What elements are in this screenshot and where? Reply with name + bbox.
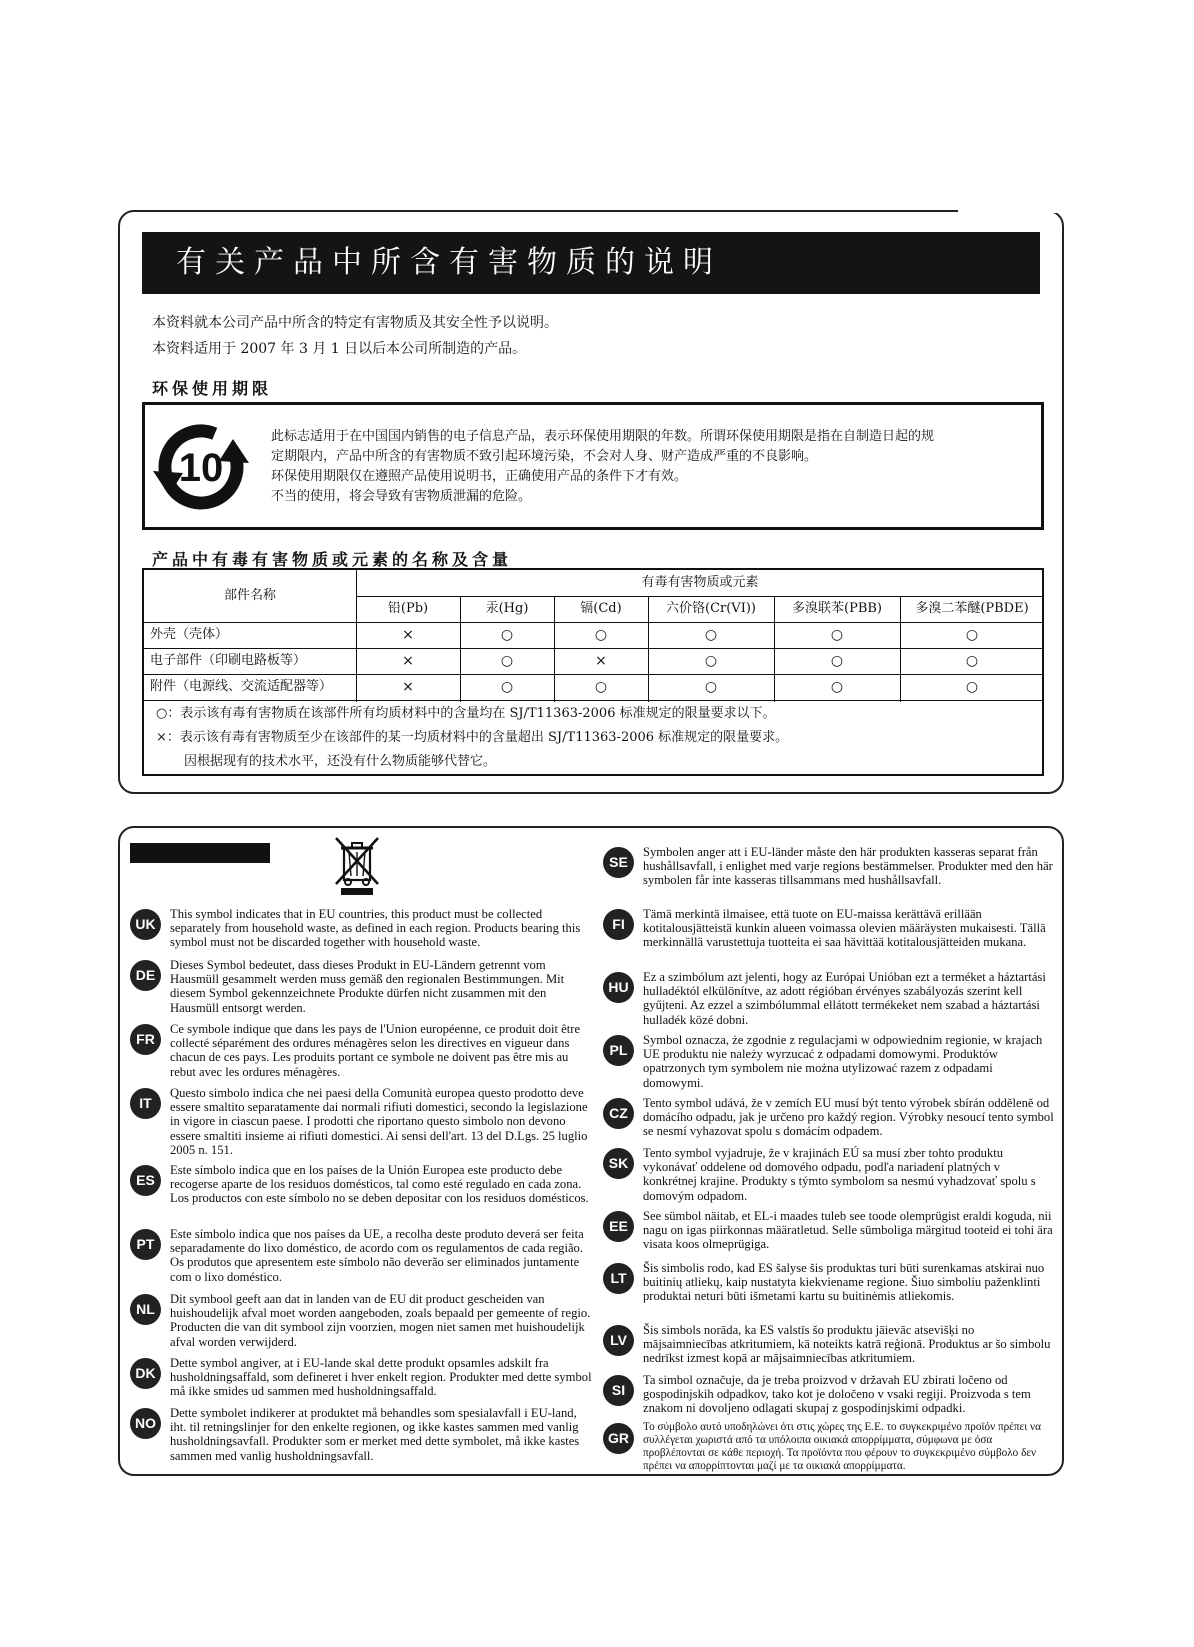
mark-casing-cd: ○: [594, 627, 608, 643]
mark-accessories-hg: ○: [500, 679, 514, 695]
row-name-accessories: 附件（电源线、交流适配器等）: [150, 679, 333, 694]
column-header-pbb: 多溴联苯(PBB): [792, 601, 882, 616]
lang-badge-es: ES: [130, 1165, 161, 1196]
mark-casing-hg: ○: [500, 627, 514, 643]
environment-friendly-use-period-logo: [149, 417, 259, 517]
lang-badge-de: DE: [130, 960, 161, 991]
lang-text-it: Questo simbolo indica che nei paesi della Comunità europea questo prodotto deve essere smaltito separatamente dai normali rifiuti domestici, secondo la legislazione in vigore in ciascun paese. I prodotti che riportano questo simbolo non devono essere smaltiti insieme ai rifiuti domestici. Ai sensi dell'art. 13 del D.Lgs. 25 luglio 2005 n. 151.: [170, 1086, 588, 1157]
lang-text-fi: Tämä merkintä ilmaisee, että tuote on EU-maissa kerättävä erillään kotitalousjätteistä kunkin alueen voimassa olevien määräysten mukaisesti. Tällä merkinnällä varustettuja tuotteita ei saa hävittää kotitalousjätteiden mukana.: [643, 907, 1046, 950]
lang-text-si: Ta simbol označuje, da je treba proizvod v državah EU zbirati ločeno od gospodinjskih odpadkov, tako kot je določeno v vsaki regiji. Proizvoda s tem znakom ni dovoljeno odlagati skupaj z gospodinjskimi odpadki.: [643, 1373, 1031, 1416]
substance-header: 有毒有害物质或元素: [641, 575, 759, 590]
lang-text-ee: See sümbol näitab, et EL-i maades tuleb see toode olemprügist eraldi koguda, nii nagu on igas piirkonnas määratletud. Selle sümboliga märgitud tooteid ei tohi ära visata koos olmeprügiga.: [643, 1209, 1053, 1252]
mark-electronics-pbde: ○: [965, 653, 979, 669]
page-title: 有关产品中所含有害物质的说明: [176, 245, 722, 280]
lang-text-lv: Šis simbols norāda, ka ES valstīs šo produktu jāievāc atsevišķi no mājsaimniecības atkritumiem, kā noteikts katrā reģionā. Produktus ar šo simbolu nedrīkst izmest kopā ar mājsaimniecības atkritumiem.: [643, 1323, 1051, 1366]
crossed-out-wheeled-bin-icon: [333, 836, 381, 896]
lang-text-de: Dieses Symbol bedeutet, dass dieses Produkt in EU-Ländern getrennt vom Hausmüll gesammelt werden muss gemäß den regionalen Bestimmungen. Mit diesem Symbol gekennzeichnete Produkte dürfen nicht zusammen mit den Hausmüll entsorgt werden.: [170, 958, 565, 1015]
part-name-header: 部件名称: [223, 588, 276, 603]
lang-text-pl: Symbol oznacza, że zgodnie z regulacjami w odpowiednim regionie, w krajach UE produktu nie należy wyrzucać z odpadami domowymi. Produktów opatrzonych tym symbolem nie można utylizować razem z odpadami domowymi.: [643, 1033, 1043, 1090]
lang-text-cz: Tento symbol udává, že v zemích EU musí být tento výrobek sbírán odděleně od domácího odpadu, jak je určeno pro každý region. Výrobky nesoucí tento symbol se nesmí vyhazovat spolu s domácím odpadem.: [643, 1096, 1054, 1139]
lang-badge-nl: NL: [130, 1294, 161, 1325]
efup-heading: 环保使用期限: [152, 379, 273, 398]
lang-badge-cz: CZ: [603, 1098, 634, 1129]
lang-badge-dk: DK: [130, 1358, 161, 1389]
column-header-pb: 铅(Pb): [387, 601, 429, 616]
mark-casing-pbb: ○: [830, 627, 844, 643]
lang-text-no: Dette symbolet indikerer at produktet må behandles som spesialavfall i EU-land, iht. til retningslinjer for den enkelte regionen, og ikke kastes sammen med vanlig husholdningsavfall. Produkter som er merket med dette symbolet, må ikke kastes sammen med vanlig husholdningsavfall.: [170, 1406, 580, 1463]
lang-badge-fr: FR: [130, 1024, 161, 1055]
mark-accessories-cr6: ○: [704, 679, 718, 695]
mark-casing-pbde: ○: [965, 627, 979, 643]
lang-text-se: Symbolen anger att i EU-länder måste den här produkten kasseras separat från hushållsavfall, i enlighet med varje regions bestämmelser. Produkter med den här symbolen får inte kasseras tillsammans med hushållsavfall.: [643, 845, 1053, 888]
lang-text-es: Este símbolo indica que en los países de la Unión Europea este producto debe recogerse aparte de los residuos domésticos, tal como esté regulado en cada zona. Los productos con este símbolo no se deben depositar con los residuos domésticos.: [170, 1163, 589, 1206]
table-note-reason: 因根据现有的技术水平，还没有什么物质能够代替它。: [184, 754, 497, 769]
table-heading: 产品中有毒有害物质或元素的名称及含量: [152, 550, 513, 569]
panel-border-gap: [958, 205, 1068, 213]
lang-badge-se: SE: [603, 847, 634, 878]
lang-text-dk: Dette symbol angiver, at i EU-lande skal dette produkt opsamles adskilt fra husholdningsaffald, som defineret i hver enkelt region. Produkter med dette symbol må ikke smides ud sammen med husholdningsaffald.: [170, 1356, 592, 1399]
lang-badge-pl: PL: [603, 1035, 634, 1066]
lang-badge-pt: PT: [130, 1229, 161, 1260]
lang-text-hu: Ez a szimbólum azt jelenti, hogy az Európai Unióban ezt a terméket a háztartási hulladéktól elkülönítve, az adott régióban érvényes szabályozás szerint kell gyűjteni. Az ezzel a szimbólummal ellátott termékeket nem szabad a háztartási hulladék közé dobni.: [643, 970, 1046, 1027]
title-banner: [142, 232, 1040, 294]
mark-accessories-pb: ×: [402, 679, 414, 695]
lang-text-lt: Šis simbolis rodo, kad ES šalyse šis produktas turi būti surenkamas atskirai nuo buitinių atliekų, kaip nustatyta kiekviename regione. Šiuo simboliu paženklinti produktai neturi būti išmetami kartu su buitinėmis atliekomis.: [643, 1261, 1045, 1304]
lang-text-pt: Este símbolo indica que nos países da UE, a recolha deste produto deverá ser feita separadamente do lixo doméstico, de acordo com os regulamentos de cada região. Os produtos que apresentem este símbolo não deverão ser eliminados juntamente com o lixo doméstico.: [170, 1227, 584, 1284]
hazardous-substances-table: [142, 568, 1044, 776]
mark-casing-cr6: ○: [704, 627, 718, 643]
lang-badge-fi: FI: [603, 909, 634, 940]
efup-line-4: 不当的使用，将会导致有害物质泄漏的危险。: [271, 489, 532, 504]
lang-badge-ee: EE: [603, 1211, 634, 1242]
lang-badge-gr: GR: [603, 1423, 634, 1454]
table-note-cross: ×：表示该有毒有害物质至少在该部件的某一均质材料中的含量超出 SJ/T11363-2006 标准规定的限量要求。: [156, 730, 789, 745]
intro-line-1: 本资料就本公司产品中所含的特定有害物质及其安全性予以说明。: [152, 315, 558, 331]
lang-badge-lt: LT: [603, 1263, 634, 1294]
mark-electronics-pbb: ○: [830, 653, 844, 669]
efup-line-3: 环保使用期限仅在遵照产品使用说明书，正确使用产品的条件下才有效。: [271, 469, 688, 484]
mark-electronics-cd: ×: [595, 653, 607, 669]
lang-text-nl: Dit symbool geeft aan dat in landen van de EU dit product gescheiden van huishoudelijk afval moet worden aangeboden, zoals bepaald per gemeente of regio. Producten die van dit symbool zijn voorzien, mogen niet samen met huishoudelijk afval worden verwijderd.: [170, 1292, 591, 1349]
mark-accessories-pbb: ○: [830, 679, 844, 695]
intro-line-2: 本资料适用于 2007 年 3 月 1 日以后本公司所制造的产品。: [152, 341, 527, 357]
table-note-circle: ○：表示该有毒有害物质在该部件所有均质材料中的含量均在 SJ/T11363-2006 标准规定的限量要求以下。: [156, 706, 776, 721]
mark-electronics-hg: ○: [500, 653, 514, 669]
mark-electronics-cr6: ○: [704, 653, 718, 669]
mark-accessories-cd: ○: [594, 679, 608, 695]
column-header-pbde: 多溴二苯醚(PBDE): [915, 601, 1029, 616]
efup-logo-number: 10: [178, 446, 224, 490]
efup-box: [142, 402, 1044, 530]
efup-line-1: 此标志适用于在中国国内销售的电子信息产品，表示环保使用期限的年数。所谓环保使用期限是指在自制造日起的规: [271, 429, 935, 444]
row-name-electronics: 电子部件（印刷电路板等）: [150, 653, 307, 668]
lang-badge-no: NO: [130, 1408, 161, 1439]
mark-accessories-pbde: ○: [965, 679, 979, 695]
lang-badge-sk: SK: [603, 1148, 634, 1179]
lang-text-sk: Tento symbol vyjadruje, že v krajinách EÚ sa musí zber tohto produktu vykonávať oddelene od domového odpadu, podľa nariadení platných v konkrétnej krajine. Produkty s týmto symbolom sa nesmú vyhadzovať spolu s domovým odpadom.: [643, 1146, 1036, 1203]
lang-badge-it: IT: [130, 1088, 161, 1119]
lang-text-uk: This symbol indicates that in EU countries, this product must be collected separately from household waste, as defined in each region. Products bearing this symbol must not be discarded together with household waste.: [170, 907, 581, 950]
lang-text-gr: Το σύμβολο αυτό υποδηλώνει ότι στις χώρες της Ε.Ε. το συγκεκριμένο προϊόν πρέπει να συλλέγεται χωριστά από τα υπόλοιπα οικιακά απορρίμματα, σύμφωνα με όσα προβλέπονται σε κάθε περιοχή. Τα προϊόντα που φέρουν το συγκεκριμένο σύμβολο δεν πρέπει να απορρίπτονται μαζί με τα οικιακά απορρίμματα.: [643, 1421, 1041, 1472]
header-bar: [130, 843, 270, 863]
lang-badge-uk: UK: [130, 909, 161, 940]
mark-electronics-pb: ×: [402, 653, 414, 669]
lang-text-fr: Ce symbole indique que dans les pays de l'Union européenne, ce produit doit être collecté séparément des ordures ménagères selon les directives en vigueur dans chacun de ces pays. Les produits portant ce symbole ne doivent pas être mis au rebut avec les ordures ménagères.: [170, 1022, 581, 1079]
mark-casing-pb: ×: [402, 627, 414, 643]
column-header-cr6: 六价铬(Cr(VI)): [666, 601, 756, 616]
column-header-cd: 镉(Cd): [580, 601, 622, 616]
lang-badge-si: SI: [603, 1375, 634, 1406]
column-header-hg: 汞(Hg): [485, 601, 529, 616]
row-name-casing: 外壳（壳体）: [150, 627, 229, 642]
lang-badge-lv: LV: [603, 1325, 634, 1356]
efup-line-2: 定期限内，产品中所含的有害物质不致引起环境污染，不会对人身、财产造成严重的不良影响。: [271, 449, 818, 464]
lang-badge-hu: HU: [603, 972, 634, 1003]
